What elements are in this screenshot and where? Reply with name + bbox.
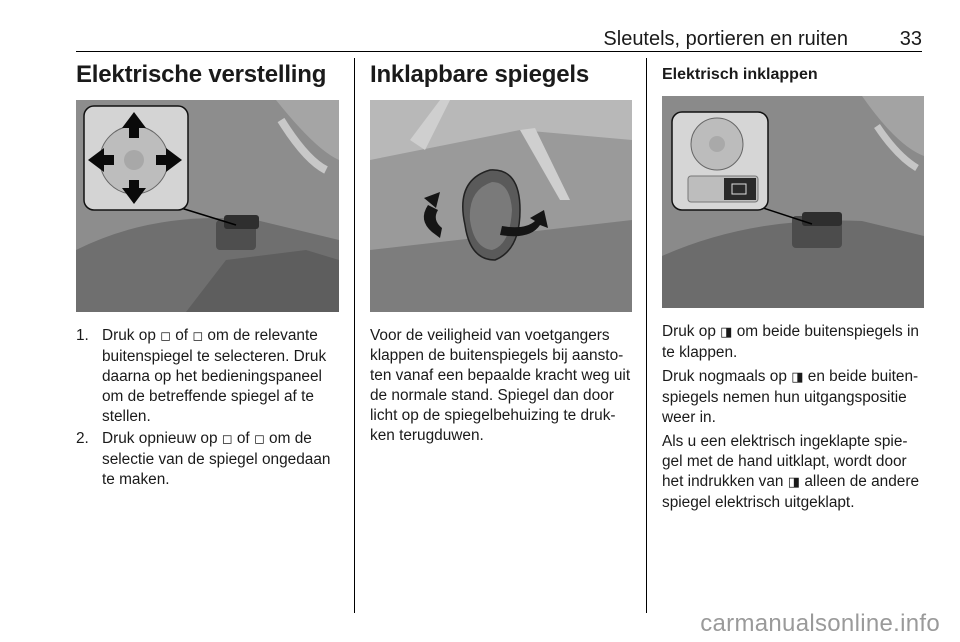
mirror-right-icon: ◻ (192, 329, 204, 344)
column-divider-2 (646, 58, 647, 613)
mirror-drawing (370, 100, 632, 312)
mirror-left-icon: ◻ (160, 329, 171, 344)
body-paragraphs (662, 322, 924, 517)
paragraph-text: Druk op ◨ om beide buitenspiegels in te klappen. (662, 323, 919, 361)
mirror-switch-illustration (76, 100, 339, 312)
page-number: 33 (899, 28, 922, 50)
list-item (76, 429, 339, 490)
mirror-right-icon: ◻ (253, 432, 265, 447)
door-panel-drawing (662, 96, 924, 308)
subsection-heading: Elektrisch inklappen (662, 66, 818, 83)
list-item (76, 326, 339, 427)
step-text: of (170, 327, 193, 344)
column-folding-mirrors (370, 56, 632, 444)
step-text: Druk op (102, 327, 161, 344)
section-heading: Inklapbare spiegels (370, 61, 589, 88)
column-divider-1 (354, 58, 355, 613)
fold-mirror-icon: ◨ (720, 325, 733, 340)
fold-mirror-icon: ◨ (791, 370, 804, 385)
step-text: Druk opnieuw op (102, 430, 222, 447)
body-paragraph (370, 326, 632, 450)
paragraph-text: Als u een elektrisch ingeklapte spie-gel met de hand uitklapt, wordt door het indrukken van ◨ alleen de andere spiegel elektrisch uitgeklapt. (662, 433, 920, 511)
watermark: carmanualsonline.info (700, 610, 940, 637)
column-electric-adjustment (76, 56, 339, 488)
folding-mirror-illustration (370, 100, 632, 312)
fold-mirror-icon: ◨ (787, 475, 801, 490)
header-rule (76, 51, 922, 52)
door-panel-drawing (76, 100, 339, 312)
step-number: 1. (76, 327, 89, 344)
column-electric-folding (662, 56, 924, 511)
step-number: 2. (76, 430, 89, 447)
step-text: om de relevante buitenspiegel te selecteren. Druk daarna op het bedieningspaneel om de betreffende spiegel af te stellen. (102, 327, 327, 425)
fold-switch-illustration (662, 96, 924, 308)
section-heading: Elektrische verstelling (76, 61, 327, 88)
step-text: om de selectie van de spiegel ongedaan te maken. (102, 430, 331, 488)
paragraph-text: Druk nogmaals op ◨ en beide buiten-spiegels nemen hun uitgangspositie weer in. (662, 368, 919, 426)
paragraph-text: Voor de veiligheid van voetgangers klappen de buitenspiegels bij aansto-ten vanaf een bepaalde kracht weg uit de normale stand. Spiegel dan door licht op de spiegelbehuizing te druk-ken terugduwen. (370, 327, 631, 444)
mirror-left-icon: ◻ (221, 432, 233, 447)
instruction-list (76, 326, 339, 492)
page-header-title: Sleutels, portieren en ruiten (603, 28, 848, 50)
step-text: of (232, 430, 254, 447)
